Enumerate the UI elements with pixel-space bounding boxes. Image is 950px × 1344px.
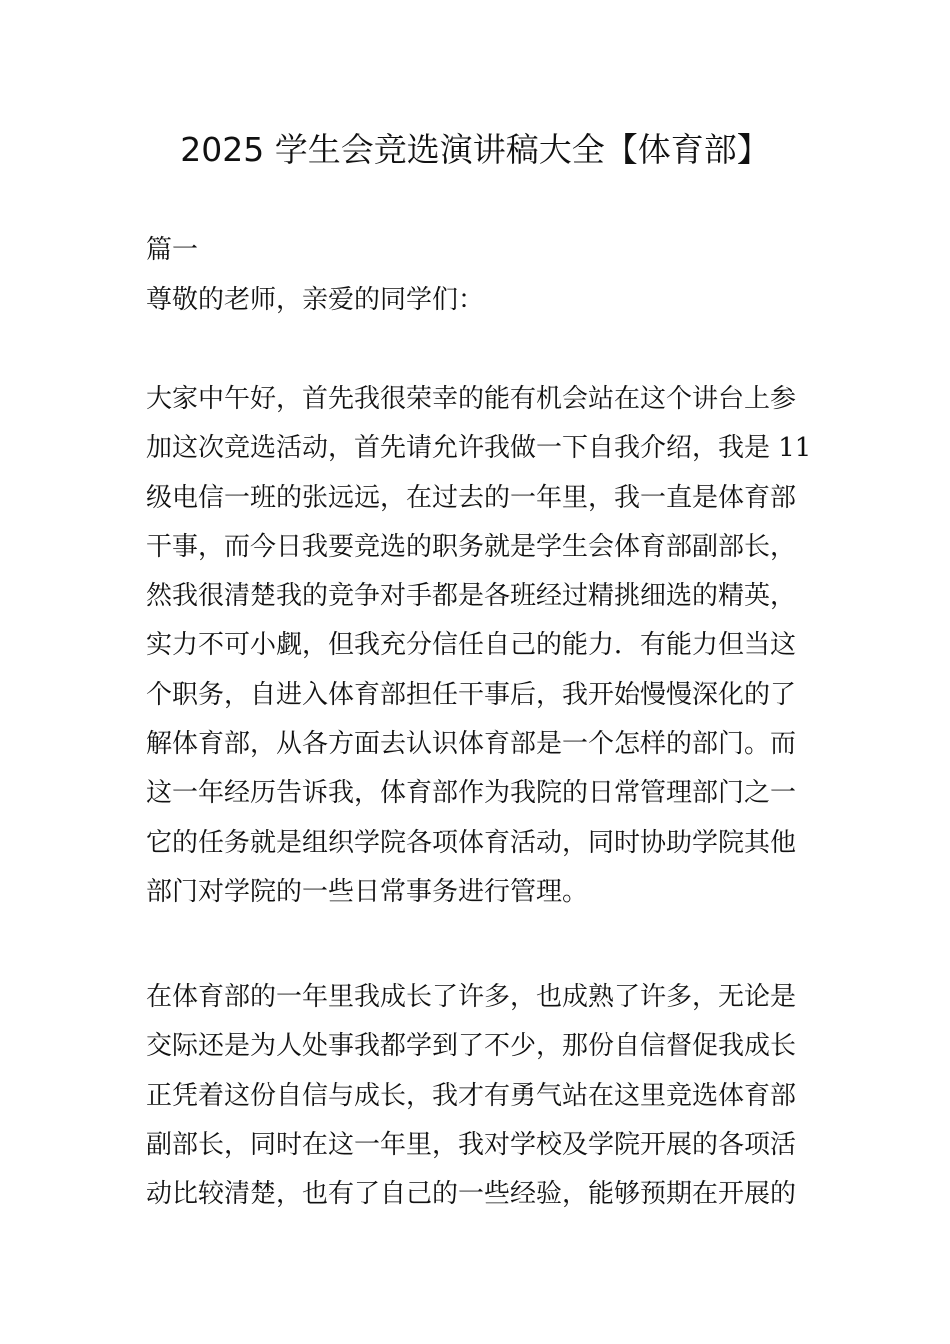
paragraph-line: 交际还是为人处事我都学到了不少，那份自信督促我成长: [146, 1031, 797, 1062]
paragraph-line: 正凭着这份自信与成长，我才有勇气站在这里竞选体育部: [146, 1080, 797, 1111]
paragraph-line: 级电信一班的张远远，在过去的一年里，我一直是体育部: [146, 482, 797, 513]
paragraph-line: 解体育部，从各方面去认识体育部是一个怎样的部门。而: [146, 729, 797, 760]
paragraph-line: 加这次竞选活动，首先请允许我做一下自我介绍，我是 11: [146, 433, 812, 464]
paragraph-line: 这一年经历告诉我，体育部作为我院的日常管理部门之一: [146, 778, 797, 809]
paragraph-line: 干事，而今日我要竞选的职务就是学生会体育部副部长，: [146, 531, 797, 562]
paragraph-line: 个职务，自进入体育部担任干事后，我开始慢慢深化的了: [146, 679, 797, 710]
paragraph-1: [146, 375, 816, 917]
paragraph-line: 副部长，同时在这一年里，我对学校及学院开展的各项活: [146, 1129, 797, 1160]
paragraph-2: [146, 973, 816, 1219]
document-title: 2025 学生会竞选演讲稿大全【体育部】: [180, 130, 770, 169]
section-label: 篇一: [146, 235, 199, 265]
paragraph-line: 在体育部的一年里我成长了许多，也成熟了许多，无论是: [146, 982, 797, 1012]
paragraph-line: 实力不可小觑，但我充分信任自己的能力．有能力但当这: [146, 630, 797, 661]
paragraph-line: 部门对学院的一些日常事务进行管理。: [146, 876, 589, 907]
salutation: 尊敬的老师，亲爱的同学们：: [146, 285, 485, 315]
paragraph-line: 它的任务就是组织学院各项体育活动，同时协助学院其他: [146, 827, 797, 858]
paragraph-line: 然我很清楚我的竞争对手都是各班经过精挑细选的精英，: [146, 581, 797, 612]
paragraph-line: 动比较清楚，也有了自己的一些经验，能够预期在开展的: [146, 1179, 797, 1210]
paragraph-line: 大家中午好，首先我很荣幸的能有机会站在这个讲台上参: [146, 384, 797, 414]
